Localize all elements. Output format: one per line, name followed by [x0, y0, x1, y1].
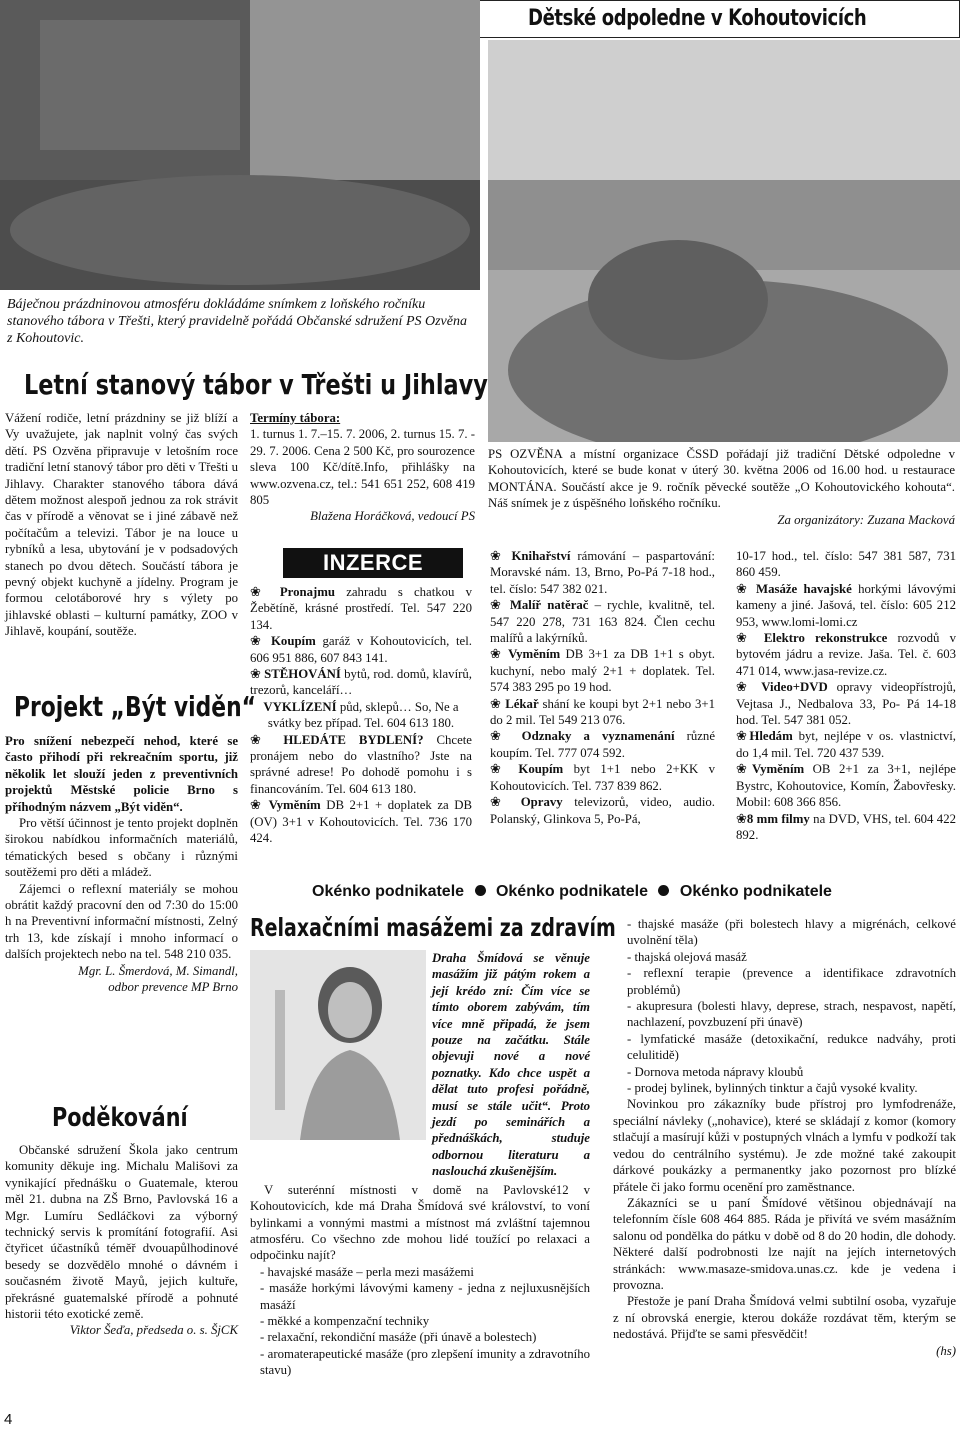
- flower-icon: ❀: [736, 762, 753, 777]
- camp-terms-text: 1. turnus 1. 7.–15. 7. 2006, 2. turnus 15. 7. - 29. 7. 2006. Cena 2 500 Kč, pro sourozence sleva 100 Kč/dítě.Info, přihlášky na www.ozvena.cz, tel.: 541 651 252, 608 419 805: [250, 427, 476, 508]
- thanks-signature: Viktor Šeďa, předseda o. s. ŠjCK: [69, 1323, 238, 1338]
- flower-icon: ❀: [490, 696, 502, 711]
- ad-item: ❀8 mm filmy na DVD, VHS, tel. 604 422 892.: [736, 811, 956, 842]
- ad-item: ❀ Koupím byt 1+1 nebo 2+KK v Kohoutovicích. Tel. 737 839 862.: [490, 762, 716, 793]
- massage-list-item: - thajská olejová masáž: [627, 949, 747, 964]
- project-signature-dept: odbor prevence MP Brno: [108, 980, 238, 995]
- project-text: [5, 733, 238, 996]
- massage-text-col2: [613, 916, 956, 1359]
- massage-intro: Draha Šmídová se věnuje masážím již pátým rokem a její krédo zní: Čím více se tímto oborem zabývám, tím více mně připadá, že jsem pouze na začátku. Stále objevuji nové a nové poznatky. Kdo chce uspět a dělat tuto profesi pořádně, musí se stále učit“. Proto jezdí po seminářích a přednáškách, studuje odbornou literaturu a naslouchá zkušenějším.: [432, 951, 590, 1179]
- party-caption-signature: Za organizátory: Zuzana Macková: [777, 512, 955, 527]
- flower-icon: ❀: [250, 634, 265, 649]
- ad-item: ❀ Masáže havajské horkými lávovými kameny a jiné. Jašová, tel. číslo: 605 212 953, www.lomi-lomi.cz: [736, 581, 957, 629]
- flower-icon: ❀: [250, 732, 271, 747]
- camp-photo-caption: Báječnou prázdninovou atmosféru dokládáme snímkem z loňského ročníku stanového tábora v Třešti, který pravidelně pořádá Občanské sdružení PS Ozvěna z Kohoutovic.: [7, 297, 467, 346]
- massage-text: [250, 950, 590, 1379]
- flower-icon: ❀: [250, 798, 264, 813]
- flower-icon: ❀: [490, 647, 503, 662]
- ad-item: ❀ HLEDÁTE BYDLENÍ? Chcete pronájem nebo do vlastního? Jste na správné adrese! Po dohodě pomohu i s financováním. Tel. 604 613 180.: [250, 732, 472, 796]
- massage-list-item: - aromaterapeutické masáže (pro zlepšení imunity a zdravotního stavu): [260, 1346, 590, 1378]
- party-caption-text: PS OZVĚNA a místní organizace ČSSD pořádají již tradiční Dětské odpoledne v Kohoutovicích, které se bude konat v úterý 30. května 2006 od 16.00 hod. u restaurace MONTÁNA. Součástí akce je 9. ročník pěvecké soutěže „O Kohoutovického kohouta“. Náš snímek je z úspěšného loňského ročníku.: [488, 447, 955, 511]
- ads-column-3: [736, 548, 956, 843]
- ad-item: ❀ Opravy televizorů, video, audio. Polanský, Glinkova 5, Po-Pá,: [490, 795, 715, 826]
- okenko-bar: [312, 882, 960, 902]
- ad-item: ❀ Malíř natěrač – rychle, kvalitně, tel. 547 220 278, 731 163 824. Člen cechu malířů a lakýrníků.: [490, 598, 715, 646]
- thanks-paragraph: Občanské sdružení Škola jako centrum komunity děkuje ing. Michalu Mališovi za vynikající přednášku o Guatemale, kterou měl 21. dubna na ZŠ Brno, Pavlovská 16 a Mgr. Lumíru Sedláčkovi za výborný technický servis k promítání fotografií. Asi čtyřicet účastníků téměř dvouapůlhodinové besedy se dozvědělo mnohé o dávném i současném životě Mayů, jejich kultuře, překrásné guatemalské přírodě a pohnuté historii této exotické země.: [5, 1143, 238, 1322]
- camp-terms: [250, 410, 475, 525]
- massage-list-item: - relaxační, rekondiční masáže (při únavě a bolestech): [260, 1330, 537, 1345]
- ad-item: ❀ Pronajmu zahradu s chatkou v Žebětíně, krásné prostředí. Tel. 547 220 134.: [250, 585, 472, 632]
- ad-item: ❀ Video+DVD opravy videopřístrojů, Vejtasa J., Nedbalova 33, Po- Pá 14-18 hod. Tel. 547 381 052.: [736, 680, 956, 728]
- party-photo-image: [488, 40, 960, 442]
- massage-list-item: - Dornova metoda nápravy kloubů: [627, 1064, 804, 1079]
- project-signature: Mgr. L. Šmerdová, M. Simandl,: [78, 963, 238, 978]
- ad-item: ❀ Vyměním DB 2+1 + doplatek za DB (OV) 3+1 v Kohoutovicích. Tel. 736 170 424.: [250, 798, 472, 846]
- massage-list-item: - havajské masáže – perla mezi masážemi: [260, 1264, 474, 1279]
- massage-list-item: - akupresura (bolesti hlavy, deprese, strach, nespavost, napětí, nachlazení, povzbuzení při únavě): [627, 999, 956, 1030]
- ad-item: ❀ Odznaky a vyznamenání různé koupím. Tel. 777 074 592.: [490, 729, 715, 760]
- okenko-label: Okénko podnikatele: [312, 883, 465, 900]
- okenko-label: Okénko podnikatele: [495, 883, 648, 900]
- party-photo-caption: [488, 446, 955, 528]
- massage-paragraph: Zákazníci se u paní Šmídové většinou objednávají na telefonním čísle 608 464 885. Ráda je přivítá ve svém masážním salonu od pondělka do pátku v době od 8 do 20 hodin, dle dohody. Některé další podrobnosti lze najít na jejích internetových stránkách: www.masaze-smidova.unas.cz. kde je vedena i provozna.: [613, 1195, 956, 1292]
- ads-column-1: [250, 584, 472, 847]
- flower-icon: ❀: [736, 811, 747, 826]
- massage-paragraph: Novinkou pro zákazníky bude přístroj pro lymfodrenáže, speciální návleky („nohavice), které se skládají z komor (komory stlačují a masírují kůži v postupných vlnách a lymfu v podkoží tak vedou do centrálního systému). Je zde možné také zakoupit dárkové poukázky a permanentky jako pozornost pro blízké přátele či jako formu ocenění pro zaměstnance.: [613, 1097, 956, 1194]
- flower-icon: ❀: [736, 631, 754, 646]
- page-title: Dětské odpoledne v Kohoutovicích: [528, 6, 867, 31]
- ad-item: ❀ Vyměním DB 3+1 za DB 1+1 s obyt. kuchyní, nebo malý 2+1 + doplatek. Tel. 574 383 295 po 19 hod.: [490, 647, 715, 695]
- page-number: 4: [4, 1411, 13, 1428]
- ad-item: ❀ Elektro rekonstrukce rozvodů v bytovém jádru a revize. Jaša. Tel. č. 603 471 014, www.jasa-revize.cz.: [736, 631, 956, 678]
- flower-icon: ❀: [736, 581, 750, 596]
- massage-signature: (hs): [936, 1343, 956, 1358]
- ad-item: ❀ Knihařství rámování – paspartování: Moravské nám. 13, Brno, Po-Pá 7-18 hod., tel. číslo: 547 382 021.: [490, 549, 715, 596]
- ad-item: 10-17 hod., tel. číslo: 547 381 587, 731 860 459.: [736, 549, 956, 580]
- camp-title: Letní stanový tábor v Třešti u Jihlavy: [24, 368, 488, 401]
- ad-item: ❀Vyměním OB 2+1 za 3+1, nejlépe Bystrc, Kohoutovice, Komín, Žabovřesky. Mobil: 608 366 856.: [736, 762, 956, 810]
- flower-icon: ❀: [490, 549, 505, 563]
- dot-icon: [475, 885, 486, 896]
- flower-icon: ❀: [736, 680, 753, 695]
- massage-list-item: - prodej bylinek, bylinných tinktur a čajů vysoké kvality.: [627, 1081, 918, 1096]
- ad-item: ❀ Koupím garáž v Kohoutovicích, tel. 606 951 886, 607 843 141.: [250, 634, 472, 665]
- project-paragraph: Zájemci o reflexní materiály se mohou obrátit každý pracovní den od 7:30 do 15:00 h na Preventivní informační místnosti, Zelný trh 13, kde získají i mnoho informací o dalších projektech nebo na tel. 548 210 035.: [5, 881, 238, 962]
- camp-signature: Blažena Horáčková, vedoucí PS: [310, 509, 475, 524]
- ad-item: VYKLÍZENÍ půd, sklepů… So, Ne a svátky bez případ. Tel. 604 613 180.: [263, 699, 459, 731]
- camp-text: [5, 410, 238, 640]
- project-title: Projekt „Být viděn“: [14, 690, 257, 723]
- ads-column-2: [490, 548, 715, 827]
- dot-icon: [658, 885, 669, 896]
- flower-icon: ❀: [490, 598, 504, 613]
- ad-item: ❀ Lékař shání ke koupi byt 2+1 nebo 3+1 do 2 mil. Tel 549 213 076.: [490, 696, 716, 728]
- flower-icon: ❀: [250, 667, 261, 682]
- ad-item: ❀ STĚHOVÁNÍ bytů, rod. domů, klavírů, trezorů, kanceláří…: [250, 667, 472, 698]
- massage-title: Relaxačními masážemi za zdravím: [250, 913, 616, 942]
- flower-icon: ❀: [490, 795, 510, 810]
- massage-list-item: - lymfatické masáže (detoxikační, redukce nadváhy, proti celulitidě): [627, 1031, 956, 1063]
- camp-terms-heading: Termíny tábora:: [250, 411, 341, 425]
- massage-list-item: - masáže horkými lávovými kameny - jedna z nejluxusnějších masáží: [260, 1281, 590, 1312]
- flower-icon: ❀: [490, 729, 510, 744]
- party-photo: [488, 40, 960, 442]
- thanks-text: [5, 1142, 238, 1339]
- camp-paragraph: Vážení rodiče, letní prázdniny se již blíží a Vy uvažujete, jak naplnit volný čas svých dětí. PS Ozvěna připravuje v letošním roce tradiční letní stanový tábor pro děti v Třešti u Jihlavy. Charakter stanového tábora dává dětem možnost alespoň jednou za rok strávit čas v přírodě a věnovat se i jiné zábavě než počítačům a televizi. Tábor je na louce u rybníků a lesa, ubytování je v podsadových stanech po dvou dětech. Součástí tábora je pevný objekt kuchyně a jídelny. Program je formou celotáborové hry s výlety po jihlavské oblasti – kulturní památky, ZOO v Jihlavě, koupání, soutěže.: [5, 411, 238, 639]
- project-lead: Pro snížení nebezpečí nehod, které se často přihodí při rekreačním sportu, již několik let slouží jeden z preventivních projektů Městské policie Brno s příhodným názvem „Být viděn“.: [5, 734, 238, 814]
- camp-photo-image: [0, 0, 480, 290]
- massage-list-item: - reflexní terapie (prevence a identifikace zdravotních problémů): [627, 966, 956, 997]
- massage-paragraph: Přestože je paní Draha Šmídová velmi subtilní osoba, vyzařuje z ní obrovská energie, kterou dokáže rozdávat těm, kterým se nedostává. Přijďte se sami přesvědčit!: [613, 1294, 956, 1342]
- ad-item: ❀Hledám byt, nejlépe v os. vlastnictví, do 1,4 mil. Tel. 720 437 539.: [736, 729, 956, 760]
- camp-photo: [0, 0, 480, 290]
- thanks-title: Poděkování: [52, 1103, 188, 1133]
- okenko-label: Okénko podnikatele: [679, 883, 832, 900]
- massage-list-item: - měkké a kompenzační techniky: [260, 1313, 430, 1328]
- massage-list-item: - thajské masáže (při bolestech hlavy a migrénách, celkové uvolnění těla): [627, 917, 956, 948]
- massage-paragraph: V suterénní místnosti v domě na Pavlovské12 v Kohoutovicích, kde má Draha Šmídová své království, to voní bylinkami a vonnými mastmi a místnost má zvláštní tajemnou atmosféru. Co všechno zde mohou lidé toužící po relaxaci a odpočinku najít?: [250, 1182, 590, 1263]
- flower-icon: ❀: [490, 762, 508, 777]
- flower-icon: ❀: [250, 585, 269, 599]
- flower-icon: ❀: [736, 729, 750, 744]
- project-paragraph: Pro větší účinnost je tento projekt doplněn širokou nabídkou informačních materiálů, tématických besed s občany i různými soutěžemi pro děti a mládež.: [5, 816, 238, 880]
- inzerce-title: INZERCE: [322, 550, 424, 575]
